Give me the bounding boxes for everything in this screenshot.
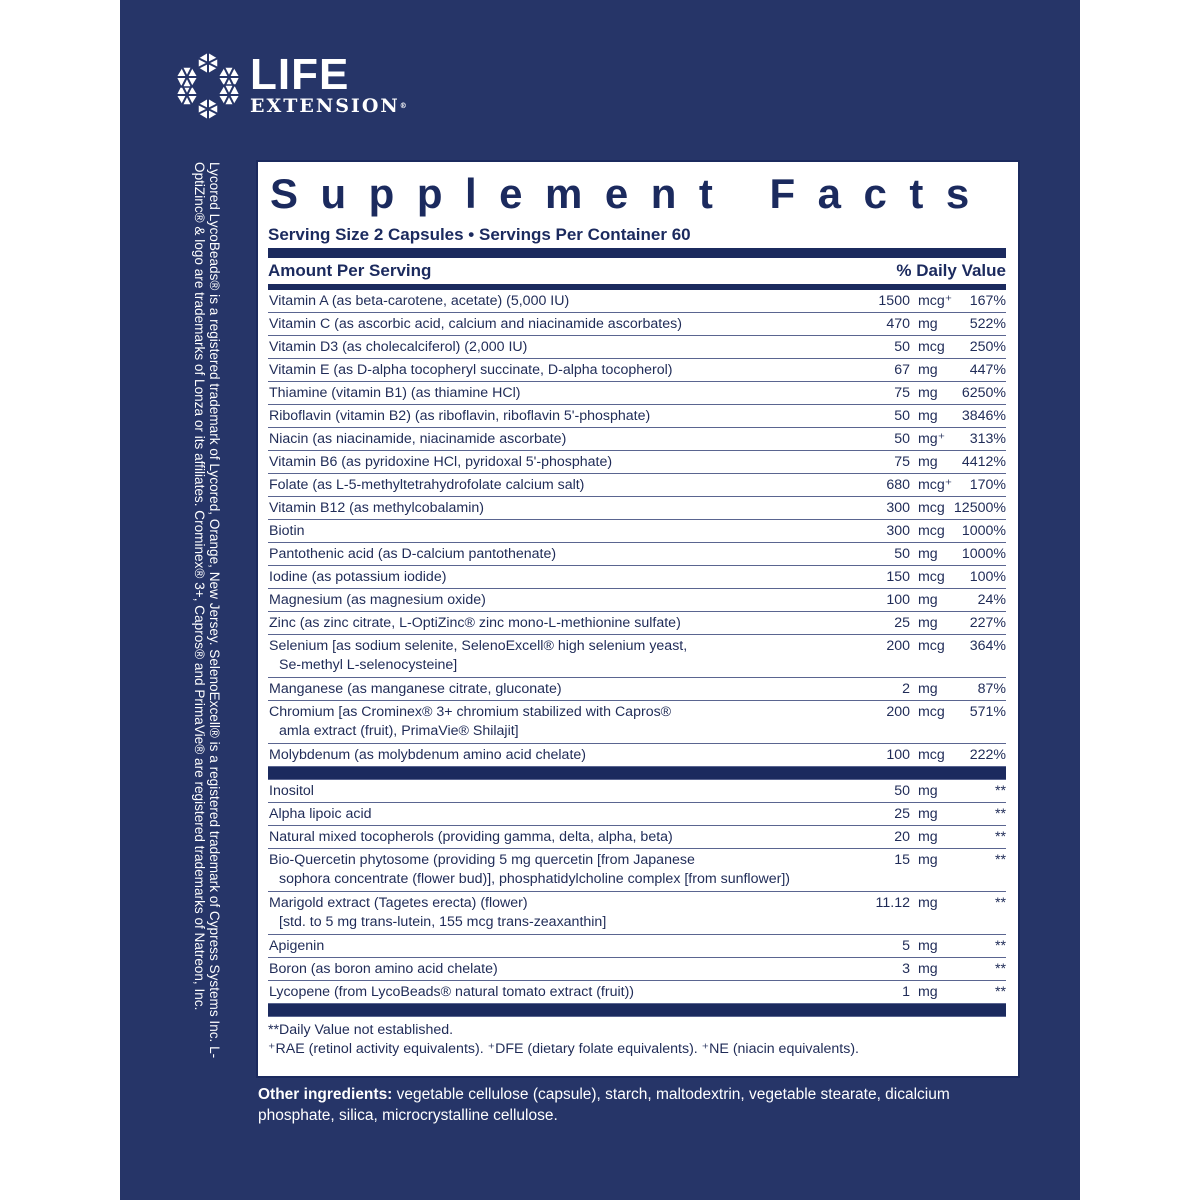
nutrient-amount: 50 xyxy=(840,780,910,803)
nutrient-dv: 100% xyxy=(954,566,1006,589)
nutrient-name-cont: amla extract (fruit), PrimaVie® Shilajit] xyxy=(279,723,519,739)
nutrient-name-cell xyxy=(268,826,840,849)
nutrient-row xyxy=(268,701,1006,744)
nutrient-amount: 300 xyxy=(840,497,910,520)
nutrient-row xyxy=(268,780,1006,803)
nutrient-name-cell xyxy=(268,313,840,336)
nutrient-amount: 200 xyxy=(840,635,910,678)
nutrient-dv: ** xyxy=(954,958,1006,981)
nutrient-dv: 571% xyxy=(954,701,1006,744)
nutrient-dv: 12500% xyxy=(954,497,1006,520)
nutrient-name-cell xyxy=(268,678,840,701)
nutrient-amount: 300 xyxy=(840,520,910,543)
nutrient-name: Lycopene (from LycoBeads® natural tomato extract (fruit)) xyxy=(269,984,635,1000)
nutrient-amount: 25 xyxy=(840,803,910,826)
nutrient-row xyxy=(268,849,1006,892)
nutrient-name-cell xyxy=(268,780,840,803)
brand-logo xyxy=(172,50,409,122)
nutrient-name-cell xyxy=(268,382,840,405)
nutrient-name: Pantothenic acid (as D-calcium pantothenate) xyxy=(269,546,557,562)
nutrient-name: Manganese (as manganese citrate, gluconate) xyxy=(269,681,562,697)
nutrient-amount: 11.12 xyxy=(840,892,910,935)
nutrient-unit: mg xyxy=(910,803,954,826)
nutrient-name: Folate (as L-5-methyltetrahydrofolate calcium salt) xyxy=(269,477,585,493)
nutrient-row xyxy=(268,451,1006,474)
divider-thick xyxy=(268,248,1006,258)
nutrient-dv: 6250% xyxy=(954,382,1006,405)
nutrient-name-cell xyxy=(268,290,840,313)
supplement-facts-panel xyxy=(256,160,1020,1078)
nutrient-dv: 24% xyxy=(954,589,1006,612)
nutrient-unit: mg xyxy=(910,313,954,336)
divider-medium xyxy=(268,1004,1006,1017)
nutrient-amount: 200 xyxy=(840,701,910,744)
brand-name-line1: LIFE xyxy=(250,50,350,99)
nutrient-dv: ** xyxy=(954,803,1006,826)
nutrient-dv: 4412% xyxy=(954,451,1006,474)
nutrient-unit: mg xyxy=(910,826,954,849)
nutrient-dv: 222% xyxy=(954,744,1006,767)
nutrient-amount: 100 xyxy=(840,589,910,612)
nutrient-name: Molybdenum (as molybdenum amino acid chelate) xyxy=(269,747,587,763)
footnote-equivalents: ⁺RAE (retinol activity equivalents). ⁺DFE (dietary folate equivalents). ⁺NE (niacin equivalents). xyxy=(268,1041,859,1057)
nutrient-unit: mg xyxy=(910,451,954,474)
nutrient-amount: 5 xyxy=(840,935,910,958)
nutrient-amount: 100 xyxy=(840,744,910,767)
nutrient-dv: 522% xyxy=(954,313,1006,336)
hexagon-flower-icon xyxy=(172,50,244,122)
footnotes xyxy=(268,1021,1006,1059)
nutrient-name: Magnesium (as magnesium oxide) xyxy=(269,592,486,608)
nutrient-name-cell xyxy=(268,981,840,1004)
nutrient-unit: mg xyxy=(910,780,954,803)
facts-title: Supplement Facts xyxy=(270,170,992,217)
nutrient-unit: mg xyxy=(910,359,954,382)
nutrient-amount: 50 xyxy=(840,428,910,451)
nutrient-dv: ** xyxy=(954,849,1006,892)
trademark-note: Lycored LycoBeads® is a registered trademark of Lycored, Orange, New Jersey. SelenoExcell® is a registered trademark of Cypress Systems Inc. L-OptiZinc® & logo are trademarks of Lonza or its affiliates. Crominex® 3+, Capros® and PrimaVie® are registered trademarks of Natreon, Inc. xyxy=(192,162,222,1059)
nutrient-dv: 250% xyxy=(954,336,1006,359)
nutrient-row xyxy=(268,474,1006,497)
nutrient-name-cont: sophora concentrate (flower bud)], phosphatidylcholine complex [from sunflower]) xyxy=(279,871,791,887)
nutrient-unit: mcg xyxy=(910,635,954,678)
nutrient-name-cell xyxy=(268,935,840,958)
nutrient-name-cell xyxy=(268,589,840,612)
nutrient-unit: mg xyxy=(910,935,954,958)
nutrient-name: Bio-Quercetin phytosome (providing 5 mg quercetin [from Japanese xyxy=(269,852,695,868)
nutrient-dv: 364% xyxy=(954,635,1006,678)
nutrient-dv: 1000% xyxy=(954,520,1006,543)
nutrient-name: Riboflavin (vitamin B2) (as riboflavin, riboflavin 5'-phosphate) xyxy=(269,408,651,424)
nutrient-name-cell xyxy=(268,744,840,767)
nutrient-amount: 680 xyxy=(840,474,910,497)
nutrient-amount: 1 xyxy=(840,981,910,1004)
nutrient-row xyxy=(268,336,1006,359)
nutrient-name-cell xyxy=(268,566,840,589)
other-ingredients-text: vegetable cellulose (capsule), starch, maltodextrin, vegetable stearate, dicalcium phosphate, silica, microcrystalline cellulose. xyxy=(258,1086,950,1124)
nutrient-dv: ** xyxy=(954,780,1006,803)
nutrient-amount: 75 xyxy=(840,382,910,405)
nutrient-unit: mg xyxy=(910,405,954,428)
nutrient-name: Alpha lipoic acid xyxy=(269,806,372,822)
nutrient-unit: mcg xyxy=(910,744,954,767)
nutrient-dv: 227% xyxy=(954,612,1006,635)
nutrient-unit: mg xyxy=(910,981,954,1004)
nutrient-row xyxy=(268,520,1006,543)
nutrient-row xyxy=(268,892,1006,935)
nutrient-unit: mcg xyxy=(910,701,954,744)
nutrient-dv: ** xyxy=(954,826,1006,849)
amount-header: Amount Per Serving xyxy=(268,261,432,280)
nutrient-name: Marigold extract (Tagetes erecta) (flower) xyxy=(269,895,528,911)
nutrient-row xyxy=(268,382,1006,405)
nutrient-name: Natural mixed tocopherols (providing gamma, delta, alpha, beta) xyxy=(269,829,673,845)
nutrient-name-cell xyxy=(268,803,840,826)
nutrient-unit: mg⁺ xyxy=(910,428,954,451)
footnote-dv: **Daily Value not established. xyxy=(268,1022,454,1038)
nutrient-amount: 50 xyxy=(840,543,910,566)
nutrient-name-cell xyxy=(268,543,840,566)
nutrient-row xyxy=(268,566,1006,589)
nutrient-row xyxy=(268,678,1006,701)
nutrient-unit: mg xyxy=(910,382,954,405)
nutrient-row xyxy=(268,803,1006,826)
nutrient-name-cell xyxy=(268,892,840,935)
nutrient-amount: 15 xyxy=(840,849,910,892)
nutrient-row xyxy=(268,981,1006,1004)
nutrient-amount: 470 xyxy=(840,313,910,336)
nutrient-name-cont: [std. to 5 mg trans-lutein, 155 mcg trans-zeaxanthin] xyxy=(279,914,607,930)
nutrient-name-cell xyxy=(268,849,840,892)
nutrient-amount: 75 xyxy=(840,451,910,474)
nutrient-row xyxy=(268,290,1006,313)
nutrient-row xyxy=(268,612,1006,635)
nutrient-amount: 50 xyxy=(840,336,910,359)
nutrient-row xyxy=(268,826,1006,849)
nutrient-name: Vitamin E (as D-alpha tocopheryl succinate, D-alpha tocopherol) xyxy=(269,362,673,378)
nutrient-unit: mcg xyxy=(910,566,954,589)
nutrient-name-cell xyxy=(268,497,840,520)
nutrient-name-cell xyxy=(268,336,840,359)
nutrient-dv: 170% xyxy=(954,474,1006,497)
nutrient-name-cell xyxy=(268,474,840,497)
nutrient-row xyxy=(268,497,1006,520)
nutrient-name-cell xyxy=(268,635,840,678)
nutrient-unit: mcg xyxy=(910,520,954,543)
nutrient-amount: 20 xyxy=(840,826,910,849)
nutrient-dv: 313% xyxy=(954,428,1006,451)
nutrient-name-cell xyxy=(268,520,840,543)
nutrient-name-cell xyxy=(268,701,840,744)
nutrient-unit: mg xyxy=(910,892,954,935)
nutrient-name: Thiamine (vitamin B1) (as thiamine HCl) xyxy=(269,385,521,401)
nutrient-unit: mcg⁺ xyxy=(910,474,954,497)
nutrient-name: Apigenin xyxy=(269,938,325,954)
nutrient-name-cont: Se-methyl L-selenocysteine] xyxy=(279,657,458,673)
nutrient-unit: mcg xyxy=(910,497,954,520)
nutrient-row xyxy=(268,543,1006,566)
nutrient-row xyxy=(268,428,1006,451)
nutrient-dv: 167% xyxy=(954,290,1006,313)
nutrient-table xyxy=(268,290,1006,1017)
nutrient-name: Biotin xyxy=(269,523,305,539)
nutrient-row xyxy=(268,935,1006,958)
nutrient-dv: ** xyxy=(954,892,1006,935)
nutrient-unit: mg xyxy=(910,589,954,612)
nutrient-unit: mg xyxy=(910,958,954,981)
column-header xyxy=(268,258,1006,284)
nutrient-row xyxy=(268,589,1006,612)
dv-header: % Daily Value xyxy=(896,261,1006,280)
nutrient-unit: mcg xyxy=(910,336,954,359)
nutrient-name-cell xyxy=(268,405,840,428)
nutrient-amount: 3 xyxy=(840,958,910,981)
nutrient-name-cell xyxy=(268,359,840,382)
nutrient-amount: 25 xyxy=(840,612,910,635)
nutrient-unit: mg xyxy=(910,543,954,566)
nutrient-row xyxy=(268,958,1006,981)
nutrient-name: Vitamin A (as beta-carotene, acetate) (5,000 IU) xyxy=(269,293,570,309)
nutrient-row xyxy=(268,635,1006,678)
nutrient-amount: 2 xyxy=(840,678,910,701)
nutrient-name: Vitamin B6 (as pyridoxine HCl, pyridoxal 5'-phosphate) xyxy=(269,454,613,470)
brand-name-line2: EXTENSION® xyxy=(250,95,409,117)
nutrient-unit: mg xyxy=(910,849,954,892)
other-ingredients xyxy=(258,1084,998,1126)
nutrient-amount: 1500 xyxy=(840,290,910,313)
nutrient-name: Inositol xyxy=(269,783,314,799)
nutrient-unit: mcg⁺ xyxy=(910,290,954,313)
nutrient-dv: 1000% xyxy=(954,543,1006,566)
nutrient-dv: ** xyxy=(954,935,1006,958)
nutrient-unit: mg xyxy=(910,678,954,701)
nutrient-unit: mg xyxy=(910,612,954,635)
nutrient-amount: 50 xyxy=(840,405,910,428)
nutrient-name-cell xyxy=(268,451,840,474)
other-ingredients-label: Other ingredients: xyxy=(258,1086,393,1103)
serving-info: Serving Size 2 Capsules • Servings Per Container 60 xyxy=(268,225,691,244)
nutrient-dv: ** xyxy=(954,981,1006,1004)
nutrient-dv: 447% xyxy=(954,359,1006,382)
nutrient-name: Vitamin C (as ascorbic acid, calcium and niacinamide ascorbates) xyxy=(269,316,682,332)
nutrient-name: Chromium [as Crominex® 3+ chromium stabilized with Capros® xyxy=(269,704,672,720)
nutrient-name: Zinc (as zinc citrate, L-OptiZinc® zinc mono-L-methionine sulfate) xyxy=(269,615,681,631)
nutrient-name: Niacin (as niacinamide, niacinamide ascorbate) xyxy=(269,431,567,447)
nutrient-row xyxy=(268,405,1006,428)
nutrient-row xyxy=(268,359,1006,382)
divider-medium xyxy=(268,767,1006,780)
nutrient-amount: 150 xyxy=(840,566,910,589)
nutrient-name: Vitamin B12 (as methylcobalamin) xyxy=(269,500,485,516)
nutrient-name-cell xyxy=(268,428,840,451)
nutrient-dv: 3846% xyxy=(954,405,1006,428)
nutrient-name: Vitamin D3 (as cholecalciferol) (2,000 IU) xyxy=(269,339,528,355)
nutrient-name: Iodine (as potassium iodide) xyxy=(269,569,447,585)
nutrient-dv: 87% xyxy=(954,678,1006,701)
nutrient-row xyxy=(268,744,1006,767)
nutrient-amount: 67 xyxy=(840,359,910,382)
nutrient-name: Selenium [as sodium selenite, SelenoExcell® high selenium yeast, xyxy=(269,638,688,654)
nutrient-row xyxy=(268,313,1006,336)
nutrient-name-cell xyxy=(268,612,840,635)
nutrient-name: Boron (as boron amino acid chelate) xyxy=(269,961,498,977)
nutrient-name-cell xyxy=(268,958,840,981)
